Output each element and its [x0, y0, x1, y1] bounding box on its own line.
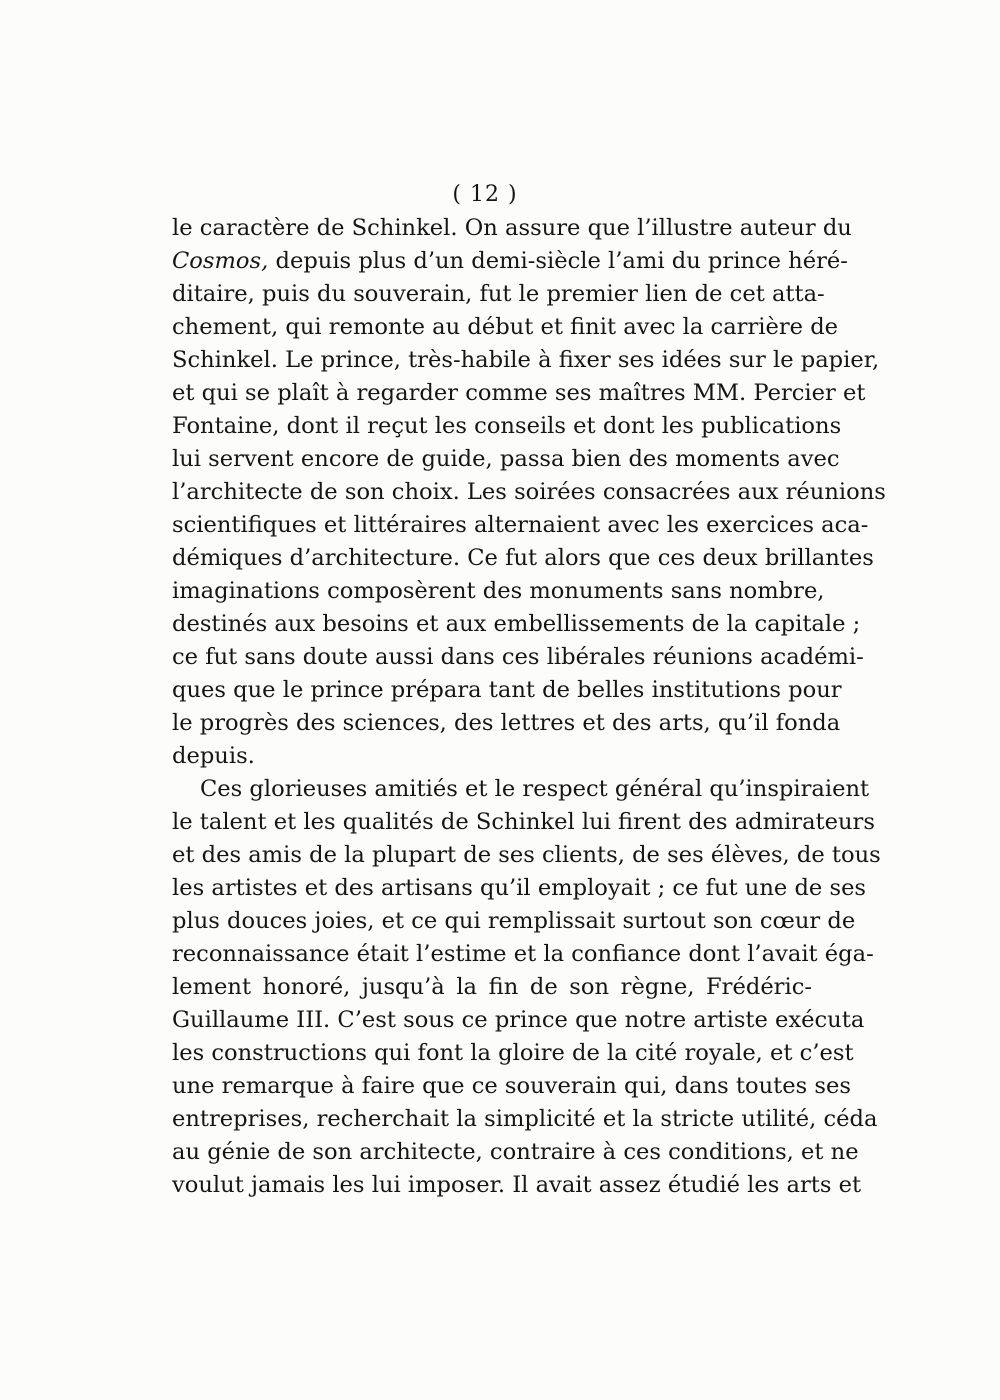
text-line: voulut jamais les lui imposer. Il avait assez étudié les arts et	[172, 1172, 862, 1198]
text-line: ques que le prince prépara tant de belles institutions pour	[172, 677, 842, 703]
paragraph-first-line: Ces glorieuses amitiés et le respect général qu’inspiraient	[200, 776, 870, 802]
text-line: entreprises, recherchait la simplicité et la stricte utilité, céda	[172, 1106, 878, 1132]
text-line: Guillaume III. C’est sous ce prince que notre artiste exécuta	[172, 1007, 865, 1033]
text-line: plus douces joies, et ce qui remplissait surtout son cœur de	[172, 908, 856, 934]
text-line: les artistes et des artisans qu’il employait ; ce fut une de ses	[172, 875, 867, 901]
text-line: le caractère de Schinkel. On assure que l’illustre auteur du	[172, 215, 852, 241]
text-line: lui servent encore de guide, passa bien des moments avec	[172, 446, 840, 472]
text-line: lement honoré, jusqu’à la fin de son règne, Frédéric-	[172, 974, 812, 1000]
text-line: Schinkel. Le prince, très-habile à fixer ses idées sur le papier,	[172, 347, 880, 373]
text-line: reconnaissance était l’estime et la confiance dont l’avait éga-	[172, 941, 874, 967]
page-number: ( 12 )	[452, 182, 518, 207]
text-line: une remarque à faire que ce souverain qui, dans toutes ses	[172, 1073, 851, 1099]
text-line-rest: depuis plus d’un demi-siècle l’ami du prince héré-	[275, 248, 848, 274]
text-line: le talent et les qualités de Schinkel lui firent des admirateurs	[172, 809, 875, 835]
text-line: Fontaine, dont il reçut les conseils et dont les publications	[172, 413, 842, 439]
text-line: chement, qui remonte au début et finit avec la carrière de	[172, 314, 839, 340]
text-line: au génie de son architecte, contraire à ces conditions, et ne	[172, 1139, 859, 1165]
text-line: destinés aux besoins et aux embellissements de la capitale ;	[172, 611, 861, 637]
text-line: les constructions qui font la gloire de la cité royale, et c’est	[172, 1040, 854, 1066]
text-line: ditaire, puis du souverain, fut le premier lien de cet atta-	[172, 281, 825, 307]
text-line	[172, 245, 848, 277]
text-line: ce fut sans doute aussi dans ces libérales réunions académi-	[172, 644, 864, 670]
text-line: et des amis de la plupart de ses clients, de ses élèves, de tous	[172, 842, 881, 868]
text-line: démiques d’architecture. Ce fut alors que ces deux brillantes	[172, 545, 874, 571]
italic-title: Cosmos,	[172, 248, 269, 274]
text-line: l’architecte de son choix. Les soirées consacrées aux réunions	[172, 479, 886, 505]
text-line: le progrès des sciences, des lettres et des arts, qu’il fonda	[172, 710, 841, 736]
text-line: depuis.	[172, 743, 255, 769]
text-line: imaginations composèrent des monuments sans nombre,	[172, 578, 825, 604]
text-line: et qui se plaît à regarder comme ses maîtres MM. Percier et	[172, 380, 866, 406]
text-line: scientifiques et littéraires alternaient avec les exercices aca-	[172, 512, 869, 538]
